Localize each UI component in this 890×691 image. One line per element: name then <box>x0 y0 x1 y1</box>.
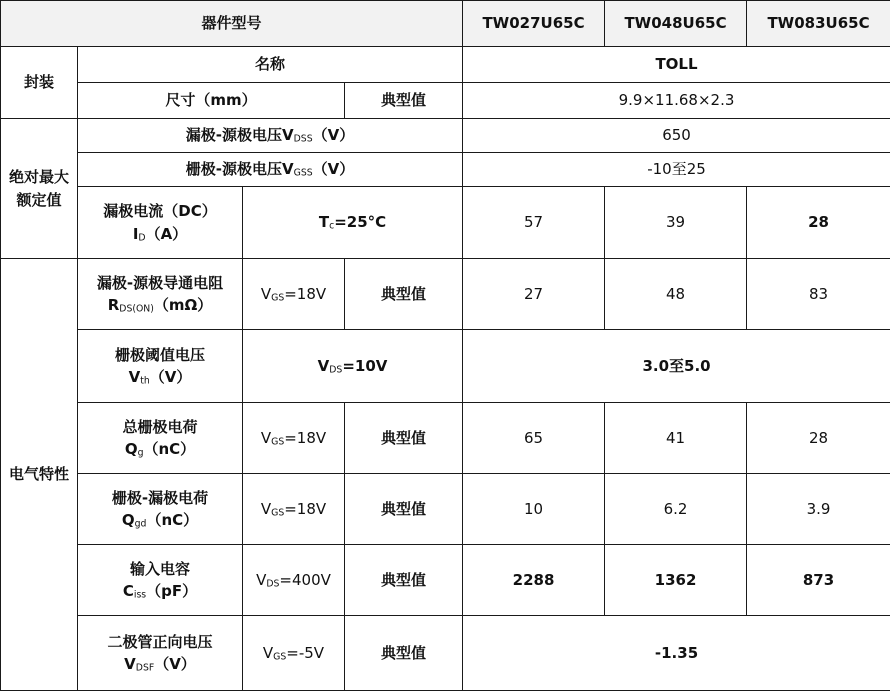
qg-unit: （nC） <box>143 440 195 458</box>
ciss-value-1: 2288 <box>463 545 605 616</box>
id-label-line2 <box>80 223 240 246</box>
id-row <box>1 187 890 259</box>
vth-label <box>78 330 243 403</box>
vth-unit: （V） <box>150 368 192 386</box>
vdsf-cond-symbol: V <box>263 644 273 662</box>
rds-unit: （mΩ） <box>154 296 212 314</box>
vgss-label-unit: （V） <box>313 160 355 178</box>
ciss-type: 典型值 <box>345 545 463 616</box>
qgd-row <box>1 474 890 545</box>
vdss-label-text: 漏极-源极电压V <box>186 126 294 144</box>
qg-value-2: 41 <box>605 403 747 474</box>
rds-condition <box>243 259 345 330</box>
model-header-3: TW083U65C <box>747 1 890 47</box>
qg-cond-rest: =18V <box>284 429 326 447</box>
qg-symbol-sub: g <box>138 447 144 458</box>
id-value-3: 28 <box>747 187 890 259</box>
qgd-cond-rest: =18V <box>284 500 326 518</box>
package-name-row <box>1 47 890 83</box>
ciss-row <box>1 545 890 616</box>
rds-cond-sub: GS <box>271 292 284 303</box>
device-model-header: 器件型号 <box>1 1 463 47</box>
id-label <box>78 187 243 259</box>
rds-label <box>78 259 243 330</box>
id-unit: （A） <box>146 225 188 243</box>
rds-symbol: R <box>108 296 120 314</box>
qg-cond-sub: GS <box>271 436 284 447</box>
qg-label <box>78 403 243 474</box>
package-name-label: 名称 <box>78 47 463 83</box>
vth-condition <box>243 330 463 403</box>
vdss-label-unit: （V） <box>313 126 355 144</box>
model-header-1: TW027U65C <box>463 1 605 47</box>
id-cond-symbol: T <box>319 213 329 231</box>
package-size-type: 典型值 <box>345 83 463 119</box>
rds-row <box>1 259 890 330</box>
vth-cond-sub: DS <box>329 364 342 375</box>
vdsf-label-line1: 二极管正向电压 <box>80 631 240 654</box>
qg-condition <box>243 403 345 474</box>
qg-row <box>1 403 890 474</box>
ciss-symbol: C <box>123 582 134 600</box>
ciss-unit: （pF） <box>146 582 197 600</box>
abs-max-group-label: 绝对最大额定值 <box>1 119 78 259</box>
qgd-value-2: 6.2 <box>605 474 747 545</box>
ciss-value-2: 1362 <box>605 545 747 616</box>
package-group-label: 封装 <box>1 47 78 119</box>
qg-value-1: 65 <box>463 403 605 474</box>
rds-label-line1: 漏极-源极导通电阻 <box>80 272 240 295</box>
qgd-condition <box>243 474 345 545</box>
vdss-label-sub: DSS <box>294 134 313 145</box>
id-symbol-sub: D <box>138 232 145 243</box>
rds-cond-symbol: V <box>261 285 271 303</box>
package-size-label: 尺寸（mm） <box>78 83 345 119</box>
id-condition <box>243 187 463 259</box>
ciss-label <box>78 545 243 616</box>
vth-symbol-sub: th <box>140 375 150 386</box>
vdss-row <box>1 119 890 153</box>
qg-value-3: 28 <box>747 403 890 474</box>
qgd-symbol-sub: gd <box>135 518 147 529</box>
id-value-2: 39 <box>605 187 747 259</box>
vdss-label <box>78 119 463 153</box>
header-row <box>1 1 890 47</box>
vdsf-cond-sub: GS <box>273 651 286 662</box>
vth-symbol: V <box>129 368 141 386</box>
vdsf-label <box>78 616 243 691</box>
qg-label-line2 <box>80 438 240 461</box>
package-name-value: TOLL <box>463 47 890 83</box>
vdsf-symbol: V <box>124 655 136 673</box>
qgd-label-line2 <box>80 509 240 532</box>
ciss-label-line1: 输入电容 <box>80 558 240 581</box>
ciss-symbol-sub: iss <box>134 589 146 600</box>
vgss-label-text: 栅极-源极电压V <box>186 160 294 178</box>
qgd-cond-sub: GS <box>271 507 284 518</box>
id-cond-rest: =25°C <box>334 213 386 231</box>
qgd-label <box>78 474 243 545</box>
elec-group-label: 电气特性 <box>1 259 78 691</box>
qgd-type: 典型值 <box>345 474 463 545</box>
package-size-value: 9.9×11.68×2.3 <box>463 83 890 119</box>
ciss-condition <box>243 545 345 616</box>
id-label-line1: 漏极电流（DC） <box>80 200 240 223</box>
vgss-label <box>78 153 463 187</box>
qg-cond-symbol: V <box>261 429 271 447</box>
vdsf-symbol-sub: DSF <box>136 662 154 673</box>
vth-label-line1: 栅极阈值电压 <box>80 344 240 367</box>
vdsf-label-line2 <box>80 653 240 676</box>
qg-label-line1: 总栅极电荷 <box>80 416 240 439</box>
ciss-value-3: 873 <box>747 545 890 616</box>
rds-cond-rest: =18V <box>284 285 326 303</box>
id-value-1: 57 <box>463 187 605 259</box>
ciss-cond-symbol: V <box>256 571 266 589</box>
vth-cond-rest: =10V <box>342 357 387 375</box>
vdsf-unit: （V） <box>154 655 196 673</box>
qgd-value-3: 3.9 <box>747 474 890 545</box>
qg-type: 典型值 <box>345 403 463 474</box>
vth-cond-symbol: V <box>318 357 330 375</box>
vgss-row <box>1 153 890 187</box>
vth-value: 3.0至5.0 <box>463 330 890 403</box>
qgd-cond-symbol: V <box>261 500 271 518</box>
qgd-symbol: Q <box>122 511 135 529</box>
vdsf-value: -1.35 <box>463 616 890 691</box>
vdsf-cond-rest: =-5V <box>286 644 324 662</box>
id-symbol: I <box>133 225 139 243</box>
ciss-label-line2 <box>80 580 240 603</box>
ciss-cond-rest: =400V <box>279 571 330 589</box>
ciss-cond-sub: DS <box>266 578 279 589</box>
rds-type: 典型值 <box>345 259 463 330</box>
qg-symbol: Q <box>125 440 138 458</box>
rds-value-1: 27 <box>463 259 605 330</box>
rds-symbol-sub: DS(ON) <box>119 303 154 314</box>
qgd-value-1: 10 <box>463 474 605 545</box>
vdsf-condition <box>243 616 345 691</box>
model-header-2: TW048U65C <box>605 1 747 47</box>
vdss-value: 650 <box>463 119 890 153</box>
vth-row <box>1 330 890 403</box>
rds-value-3: 83 <box>747 259 890 330</box>
vth-label-line2 <box>80 366 240 389</box>
qgd-label-line1: 栅极-漏极电荷 <box>80 487 240 510</box>
vgss-value: -10至25 <box>463 153 890 187</box>
rds-value-2: 48 <box>605 259 747 330</box>
package-size-row <box>1 83 890 119</box>
rds-label-line2 <box>80 294 240 317</box>
vgss-label-sub: GSS <box>294 168 313 179</box>
vdsf-type: 典型值 <box>345 616 463 691</box>
vdsf-row <box>1 616 890 691</box>
qgd-unit: （nC） <box>146 511 198 529</box>
id-cond-sub: c <box>329 221 334 232</box>
